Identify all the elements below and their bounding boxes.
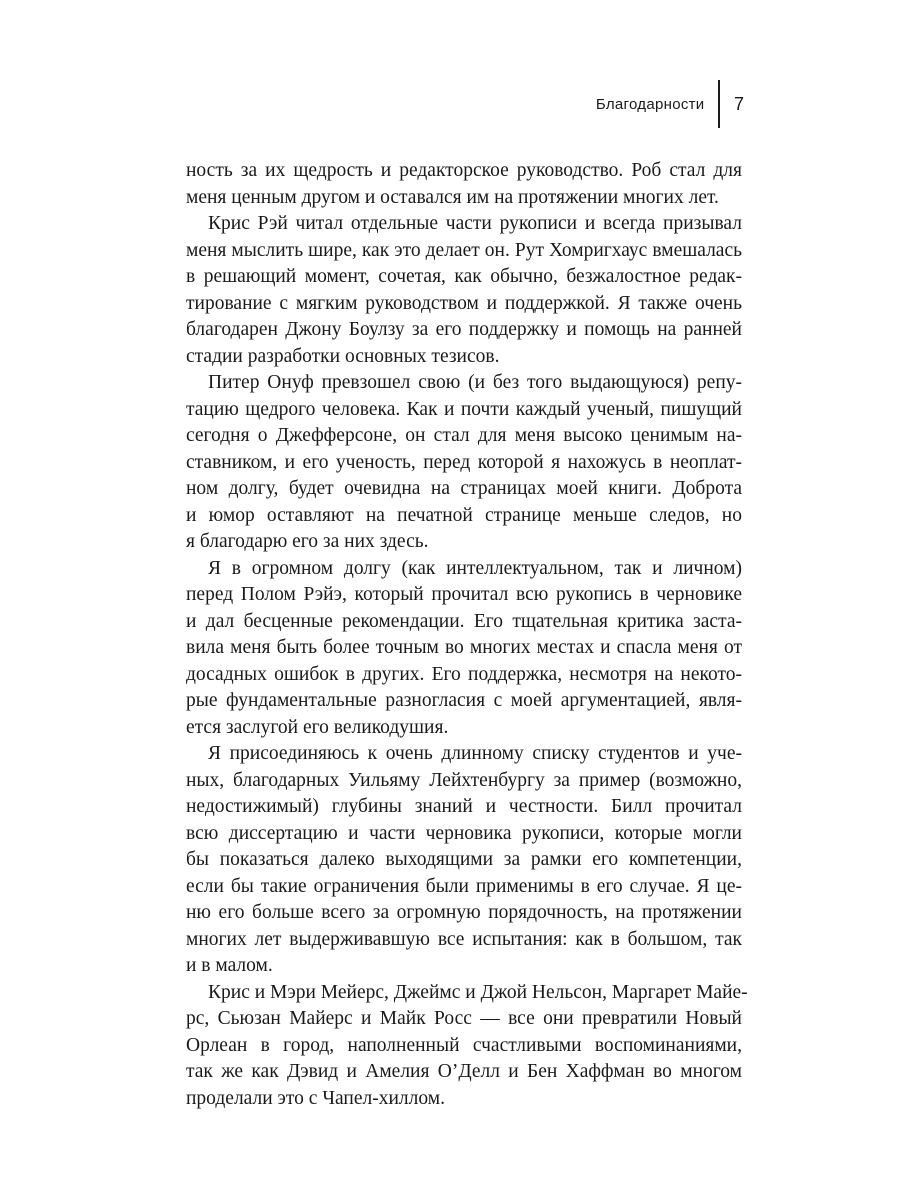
text-line: меня мыслить шире, как это делает он. Рут Хомригхаус вмешалась [186,239,742,261]
page-number: 7 [733,93,744,114]
running-header [596,80,744,128]
text-line: Орлеан в город, наполненный счастливыми воспоминаниями, [186,1034,742,1056]
text-line: ном долгу, будет очевидна на страницах моей книги. Доброта [186,478,742,499]
text-line: Питер Онуф превзошел свою (и без того выдающуюся) репу- [208,372,742,393]
text-line: благодарен Джону Боулзу за его поддержку и помощь на ранней [186,319,742,340]
text-line: Я в огромном долгу (как интеллектуальном, так и личном) [208,557,742,579]
text-line: так же как Дэвид и Амелия О’Делл и Бен Хаффман во многом [186,1061,742,1082]
text-line: проделали это с Чапел-хиллом. [186,1087,445,1109]
text-line: и дал бесценные рекомендации. Его тщательная критика заста- [186,610,742,632]
text-line: досадных ошибок в других. Его поддержка, несмотря на некото- [186,663,742,685]
text-line: всю диссертацию и части черновика рукописи, которые могли [186,822,742,844]
text-line: я благодарю его за них здесь. [186,531,429,552]
text-line: бы показаться далеко выходящими за рамки его компетенции, [186,849,742,870]
text-line: перед Полом Рэйэ, который прочитал всю рукопись в черновике [186,584,742,605]
text-line: сегодня о Джефферсоне, он стал для меня высоко ценимым на- [186,425,742,446]
text-line: ставником, и его ученость, перед которой я нахожусь в неоплат- [186,451,742,473]
text-line: стадии разработки основных тезисов. [186,345,500,367]
text-line: тирование с мягким руководством и поддержкой. Я также очень [186,292,742,314]
text-line: и юмор оставляют на печатной странице меньше следов, но [186,504,742,526]
paragraph [164,370,742,556]
text-line: в решающий момент, сочетая, как обычно, безжалостное редак- [186,266,742,287]
text-line: и в малом. [186,955,273,976]
text-line: Я присоединяюсь к очень длинному списку студентов и уче- [208,743,742,764]
text-line: ных, благодарных Уильяму Лейхтенбургу за пример (возможно, [186,769,742,791]
text-line: если бы такие ограничения были применимы в его случае. Я це- [186,875,742,897]
text-line: меня ценным другом и оставался им на протяжении многих лет. [186,186,719,208]
paragraph [164,158,742,211]
text-line: Крис Рэй читал отдельные части рукописи и всегда призывал [208,213,742,234]
paragraph [164,556,742,742]
text-line: недостижимый) глубины знаний и честности. Билл прочитал [186,796,742,817]
text-line: ню его больше всего за огромную порядочность, на протяжении [186,902,742,923]
header-divider [718,80,720,128]
paragraph [164,211,742,370]
text-line: Крис и Мэри Мейерс, Джеймс и Джой Нельсон, Маргарет Майе- [208,981,748,1003]
body-text [164,158,748,1112]
text-line: ность за их щедрость и редакторское руководство. Роб стал для [186,160,742,181]
text-line: вила меня быть более точным во многих местах и спасла меня от [186,637,742,658]
text-line: рс, Сьюзан Майерс и Майк Росс — все они превратили Новый [186,1008,742,1029]
text-line: тацию щедрого человека. Как и почти каждый ученый, пишущий [186,398,742,420]
text-line: рые фундаментальные разногласия с моей аргументацией, явля- [186,690,742,711]
text-line: многих лет выдерживавшую все испытания: как в большом, так [186,928,742,950]
paragraph [164,980,748,1113]
paragraph [164,741,742,980]
text-line: ется заслугой его великодушия. [186,716,449,738]
section-title: Благодарности [595,95,705,113]
